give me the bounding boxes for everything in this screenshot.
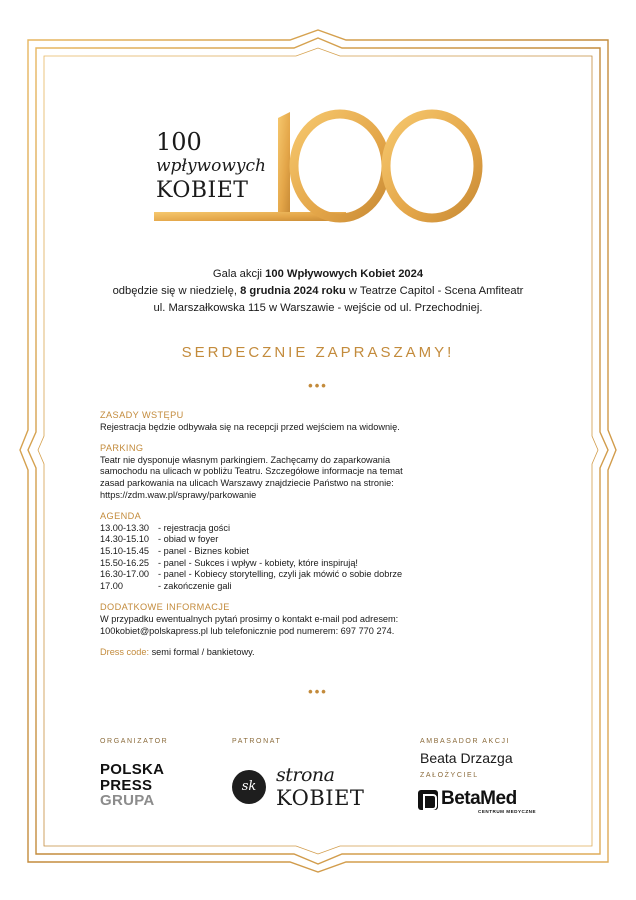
agenda-item: - panel - Biznes kobiet bbox=[158, 545, 249, 556]
section-title: PARKING bbox=[100, 443, 144, 454]
event-intro bbox=[60, 266, 576, 317]
intro-line-2: odbędzie się w niedzielę, 8 grudnia 2024 roku w Teatrze Capitol - Scena Amfiteatr bbox=[112, 285, 524, 297]
betamed-icon bbox=[418, 790, 438, 810]
event-logo bbox=[150, 108, 490, 233]
polska-press-line: POLSKA bbox=[100, 761, 165, 778]
parking-line: Teatr nie dysponuje własnym parkingiem. Zachęcamy do zaparkowania bbox=[100, 454, 391, 465]
polska-press-line: PRESS bbox=[100, 776, 153, 794]
strona-kobiet-bottom: KOBIET bbox=[276, 786, 365, 810]
polska-press-logo bbox=[100, 762, 164, 809]
section-text: Rejestracja będzie odbywała się na recepcji przed wejściem na widownię. bbox=[100, 421, 400, 432]
divider-dots-bottom: ••• bbox=[308, 684, 328, 699]
agenda-row bbox=[100, 558, 540, 570]
agenda-time: 15.50-16.25 bbox=[100, 557, 150, 568]
agenda-item: - zakończenie gali bbox=[158, 580, 232, 591]
contact-line[interactable]: 100kobiet@polskapress.pl lub telefonicznie pod numerem: 697 770 274. bbox=[100, 625, 395, 636]
agenda-time: 14.30-15.10 bbox=[100, 534, 150, 545]
divider-dots-top: ••• bbox=[308, 378, 328, 393]
agenda-time: 15.10-15.45 bbox=[100, 545, 150, 556]
logo-line-kobiet: KOBIET bbox=[156, 178, 249, 203]
betamed-logo bbox=[418, 788, 542, 816]
parking-line: zasad parkowania na ulicach Warszawy znajdziecie Państwo na stronie: bbox=[100, 477, 394, 488]
dress-code bbox=[100, 647, 540, 659]
strona-kobiet-mark: sk bbox=[232, 770, 266, 804]
section-title: AGENDA bbox=[100, 511, 142, 522]
organizator-label: ORGANIZATOR bbox=[100, 738, 169, 745]
section-parking bbox=[100, 443, 540, 501]
agenda-time: 13.00-13.30 bbox=[100, 522, 150, 533]
ambasador-name: Beata Drzazga bbox=[420, 750, 513, 766]
ambasador-label: AMBASADOR AKCJI bbox=[420, 738, 511, 745]
invite-heading: SERDECZNIE ZAPRASZAMY! bbox=[181, 344, 455, 361]
agenda-row bbox=[100, 581, 540, 593]
agenda-item: - panel - Kobiecy storytelling, czyli jak mówić o sobie dobrze bbox=[158, 569, 403, 580]
patronat-label: PATRONAT bbox=[232, 738, 282, 745]
dress-code-value: semi formal / bankietowy. bbox=[149, 647, 255, 658]
contact-line: W przypadku ewentualnych pytań prosimy o kontakt e-mail pod adresem: bbox=[100, 613, 399, 624]
zalozyciel-label: ZAŁOŻYCIEL bbox=[420, 772, 479, 779]
strona-kobiet-logo bbox=[232, 762, 365, 812]
agenda-item: - obiad w foyer bbox=[158, 534, 219, 545]
intro-line-3: ul. Marszałkowska 115 w Warszawie - wejście od ul. Przechodniej. bbox=[153, 302, 483, 314]
agenda-item: - rejestracja gości bbox=[158, 522, 230, 533]
polska-press-line: GRUPA bbox=[100, 792, 155, 809]
parking-link[interactable]: https://zdm.waw.pl/sprawy/parkowanie bbox=[100, 489, 257, 500]
agenda-row bbox=[100, 534, 540, 546]
agenda-row bbox=[100, 546, 540, 558]
section-agenda bbox=[100, 511, 540, 592]
intro-line-1: Gala akcji 100 Wpływowych Kobiet 2024 bbox=[212, 268, 424, 280]
parking-line: samochodu na ulicach w pobliżu Teatru. Szczegółowe informacje na temat bbox=[100, 466, 403, 477]
strona-kobiet-top: strona bbox=[276, 764, 335, 786]
logo-line-100: 100 bbox=[156, 128, 202, 156]
agenda-row bbox=[100, 569, 540, 581]
agenda-time: 16.30-17.00 bbox=[100, 569, 150, 580]
agenda-row bbox=[100, 523, 540, 535]
agenda-time: 17.00 bbox=[100, 580, 123, 591]
info-sections bbox=[100, 410, 540, 659]
section-title: ZASADY WSTĘPU bbox=[100, 410, 184, 420]
agenda-item: - panel - Sukces i wpływ - kobiety, które inspirują! bbox=[158, 557, 358, 568]
logo-line-wplywowych: wpływowych bbox=[156, 156, 266, 176]
section-dodatkowe bbox=[100, 602, 540, 637]
dress-code-label: Dress code: bbox=[100, 647, 150, 658]
section-zasady bbox=[100, 410, 540, 433]
section-title: DODATKOWE INFORMACJE bbox=[100, 602, 230, 613]
betamed-name: BetaMed bbox=[441, 788, 517, 809]
betamed-subtitle: CENTRUM MEDYCZNE bbox=[478, 809, 537, 814]
